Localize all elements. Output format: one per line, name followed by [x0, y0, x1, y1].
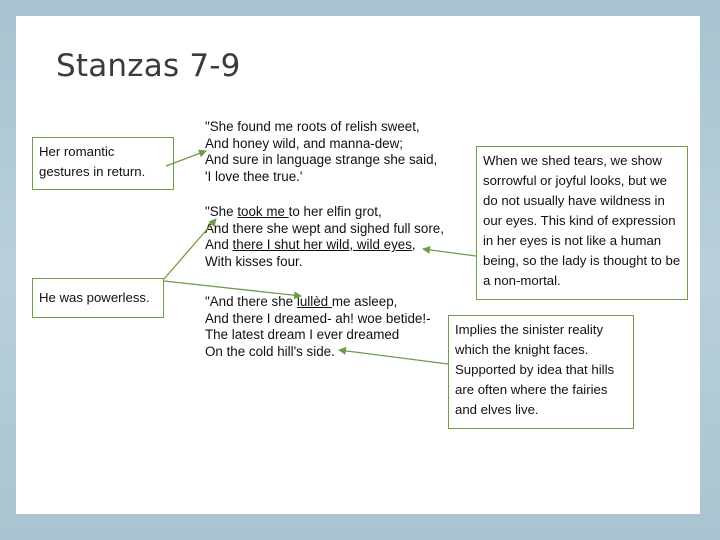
- poem-line: "She took me to her elfin grot,: [205, 204, 382, 219]
- annotation-arrows: [16, 16, 700, 514]
- underlined-phrase: took me: [237, 204, 289, 219]
- arrow-to-lulled: [164, 281, 301, 296]
- poem-line: The latest dream I ever dreamed: [205, 327, 400, 342]
- poem-line: And honey wild, and manna-dew;: [205, 135, 404, 151]
- arrow-to-hill-side: [339, 350, 448, 364]
- note-romantic-gestures: Her romantic gestures in return.: [32, 137, 174, 190]
- note-powerless: He was powerless.: [32, 278, 164, 318]
- arrow-to-wild-eyes: [423, 249, 476, 256]
- underlined-phrase: there I shut her wild, wild eyes: [232, 237, 412, 252]
- poem-line: With kisses four.: [205, 253, 303, 269]
- slide: [16, 16, 700, 514]
- note-sinister-reality: Implies the sinister reality which the knight faces. Supported by idea that hills are often where the fairies and elves live.: [448, 315, 634, 429]
- poem-line: "She found me roots of relish sweet,: [205, 119, 420, 134]
- note-wild-eyes: When we shed tears, we show sorrowful or joyful looks, but we do not usually have wildness in our eyes. This kind of expression in her eyes is not like a human being, so the lady is thought to be a non-mortal.: [476, 146, 688, 300]
- poem-line: And there I shut her wild, wild eyes,: [205, 237, 416, 252]
- poem-line: "And there she lullèd me asleep,: [205, 294, 398, 309]
- poem-line: And sure in language strange she said,: [205, 152, 438, 167]
- arrow-to-took-me: [164, 219, 216, 279]
- underlined-phrase: lullèd: [296, 294, 332, 309]
- slide-title: Stanzas 7-9: [56, 48, 241, 84]
- poem-line: And there she wept and sighed full sore,: [205, 220, 444, 236]
- arrow-to-stanza7: [166, 151, 206, 166]
- poem-line: On the cold hill's side.: [205, 343, 335, 359]
- poem-line: And there I dreamed- ah! woe betide!-: [205, 310, 431, 326]
- poem-line: 'I love thee true.': [205, 168, 303, 184]
